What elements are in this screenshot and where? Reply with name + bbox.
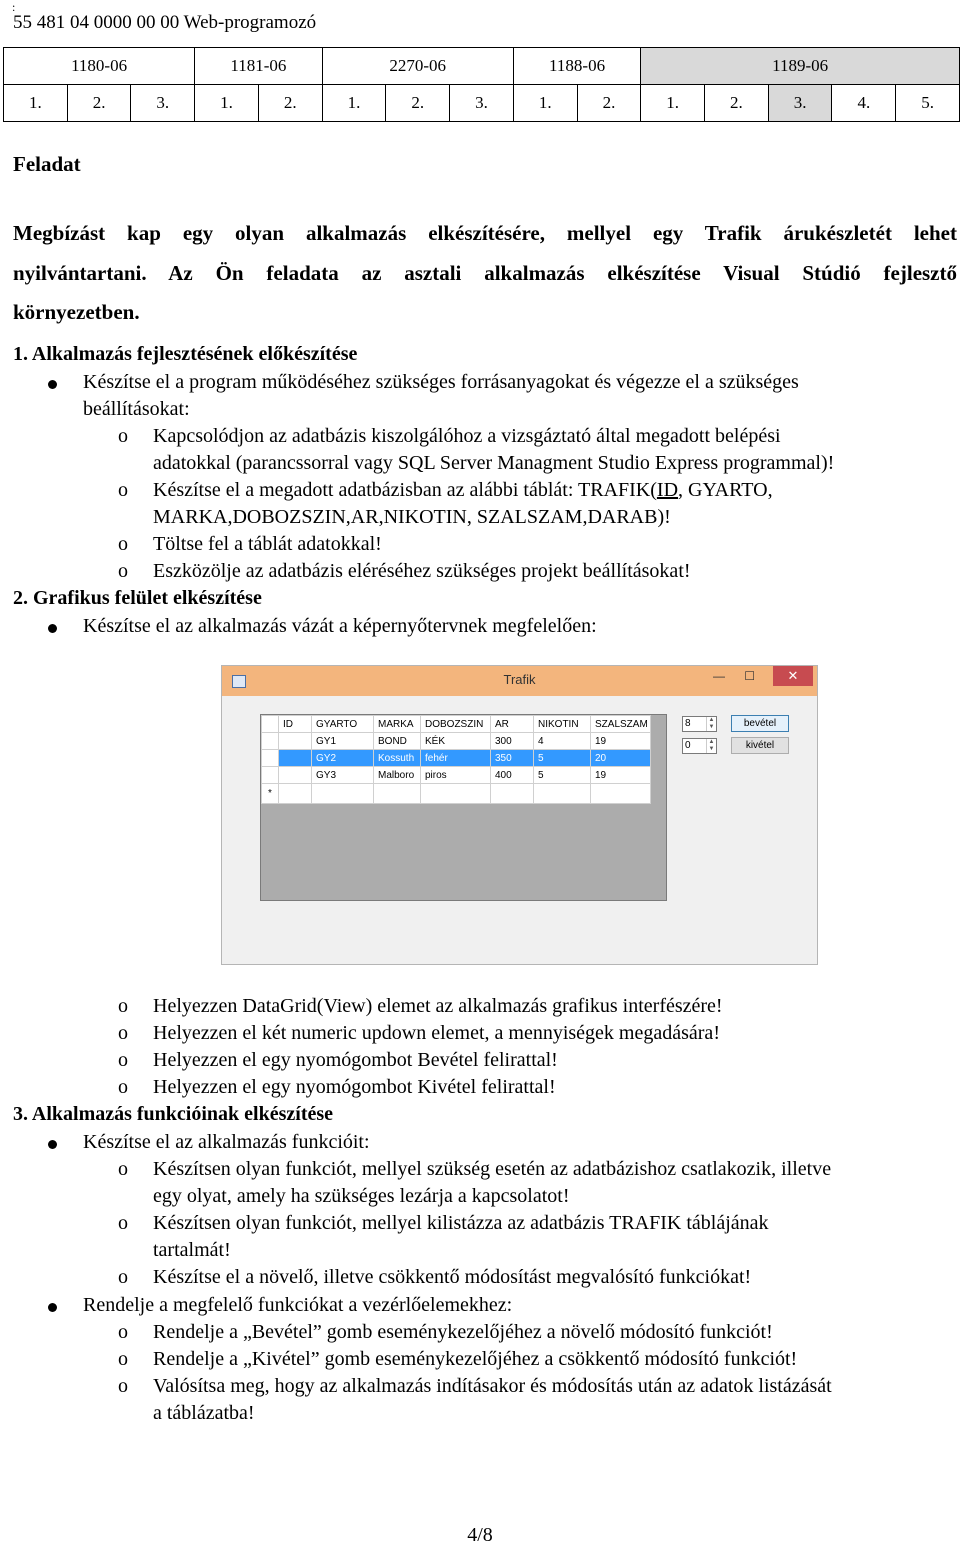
sub-item: Kapcsolódjon az adatbázis kiszolgálóhoz a vizsgáztató által megadott belépési	[153, 425, 781, 447]
number-cell: 2.	[577, 85, 641, 122]
list-marker: o	[118, 1076, 128, 1098]
grid-cell[interactable]: GY2	[312, 750, 374, 767]
number-cell: 2.	[705, 85, 769, 122]
list-marker: o	[118, 1158, 128, 1180]
table-row-selected	[262, 750, 651, 767]
number-cell: 3.	[450, 85, 514, 122]
bullet-dot	[48, 1303, 57, 1312]
maximize-icon[interactable]: ☐	[744, 669, 755, 683]
list-marker: o	[118, 1022, 128, 1044]
sub-item: MARKA,DOBOZSZIN,AR,NIKOTIN, SZALSZAM,DARAB)!	[153, 506, 671, 528]
id-cell[interactable]	[279, 750, 312, 767]
number-cell: 4.	[832, 85, 896, 122]
bullet-text: Készítse el a program működéséhez szükséges forrásanyagokat és végezze el a szükséges	[83, 371, 799, 393]
grid-cell[interactable]: GY1	[312, 733, 374, 750]
list-marker: o	[118, 1049, 128, 1071]
bullet-dot	[48, 380, 57, 389]
bullet-text: Készítse el az alkalmazás funkcióit:	[83, 1131, 370, 1153]
module-cell: 2270-06	[322, 48, 513, 85]
list-marker: o	[118, 1321, 128, 1343]
sub-item: tartalmát!	[153, 1239, 231, 1261]
module-cell: 1181-06	[195, 48, 323, 85]
sub-item: Töltse fel a táblát adatokkal!	[153, 533, 382, 555]
grid-cell[interactable]: Kossuth	[374, 750, 421, 767]
row-header-cell	[262, 716, 279, 733]
grid-cell[interactable]: 400	[491, 767, 534, 784]
row-header-cell[interactable]	[262, 733, 279, 750]
id-cell[interactable]	[279, 767, 312, 784]
number-cell: 1.	[513, 85, 577, 122]
list-marker: o	[118, 1266, 128, 1288]
bullet-text: beállításokat:	[83, 398, 190, 420]
sub-item: Helyezzen el két numeric updown elemet, a mennyiségek megadására!	[153, 1022, 720, 1044]
sub-item: Valósítsa meg, hogy az alkalmazás indításakor és módosítás után az adatok listázását	[153, 1375, 832, 1397]
module-row	[4, 48, 960, 85]
numeric-updown-2[interactable]: 0 ▲ ▼	[682, 738, 717, 754]
sub-item: Eszközölje az adatbázis eléréséhez szükséges projekt beállításokat!	[153, 560, 691, 582]
kivetel-button[interactable]: kivétel	[731, 737, 789, 754]
grid-cell[interactable]	[421, 784, 491, 804]
grid-cell[interactable]: GY3	[312, 767, 374, 784]
number-cell: 3.	[768, 85, 832, 122]
module-cell: 1188-06	[513, 48, 641, 85]
grid-cell[interactable]: 19	[591, 767, 651, 784]
column-header[interactable]: MARKA	[374, 716, 421, 733]
sub-item: Helyezzen el egy nyomógombot Kivétel felirattal!	[153, 1076, 556, 1098]
list-marker: o	[118, 1212, 128, 1234]
grid-cell[interactable]	[374, 784, 421, 804]
grid-cell[interactable]: 4	[534, 733, 591, 750]
sub-item: Készítsen olyan funkciót, mellyel kilistázza az adatbázis TRAFIK táblájának	[153, 1212, 769, 1234]
column-header[interactable]: DOBOZSZIN	[421, 716, 491, 733]
module-cell: 1189-06	[641, 48, 960, 85]
sub-item: Helyezzen el egy nyomógombot Bevétel felirattal!	[153, 1049, 558, 1071]
spin-arrows-icon[interactable]: ▲ ▼	[706, 717, 716, 731]
number-cell: 1.	[195, 85, 259, 122]
sub-item: Rendelje a „Kivétel” gomb eseménykezelőjéhez a csökkentő módosító funkciót!	[153, 1348, 798, 1370]
list-marker: o	[118, 479, 128, 501]
sub-item: Készítse el a növelő, illetve csökkentő módosítást megvalósító funkciókat!	[153, 1266, 752, 1288]
grid-cell[interactable]: 19	[591, 733, 651, 750]
grid-cell[interactable]	[279, 784, 312, 804]
bullet-text: Rendelje a megfelelő funkciókat a vezérlőelemekhez:	[83, 1294, 513, 1316]
window-title: Trafik	[503, 672, 536, 687]
list-marker: o	[118, 560, 128, 582]
number-cell: 2.	[258, 85, 322, 122]
minimize-icon[interactable]: —	[713, 669, 725, 683]
sub-item: Készítsen olyan funkciót, mellyel szükség esetén az adatbázishoz csatlakozik, illetve	[153, 1158, 832, 1180]
table-row	[262, 767, 651, 784]
row-header-cell[interactable]	[262, 750, 279, 767]
number-cell: 5.	[896, 85, 960, 122]
grid-header-row	[262, 716, 651, 733]
data-grid-view[interactable]	[260, 714, 667, 901]
grid-cell[interactable]	[491, 784, 534, 804]
sub-item: Rendelje a „Bevétel” gomb eseménykezelőjéhez a növelő módosító funkciót!	[153, 1321, 773, 1343]
number-cell: 2.	[386, 85, 450, 122]
bullet-dot	[48, 1140, 57, 1149]
grid-cell[interactable]: piros	[421, 767, 491, 784]
grid-cell[interactable]: 300	[491, 733, 534, 750]
grid-cell[interactable]: 20	[591, 750, 651, 767]
list-marker: o	[118, 1348, 128, 1370]
number-cell: 3.	[131, 85, 195, 122]
row-header-cell[interactable]	[262, 767, 279, 784]
number-cell: 1.	[641, 85, 705, 122]
column-header[interactable]: AR	[491, 716, 534, 733]
id-cell[interactable]	[279, 733, 312, 750]
grid-cell[interactable]: 5	[534, 767, 591, 784]
bullet-dot	[48, 624, 57, 633]
sub-item: Készítse el a megadott adatbázisban az alábbi táblát: TRAFIK(ID, GYARTO,	[153, 479, 773, 501]
list-marker: o	[118, 425, 128, 447]
column-header[interactable]: ID	[279, 716, 312, 733]
column-header[interactable]: NIKOTIN	[534, 716, 591, 733]
section3-title: 3. Alkalmazás funkcióinak elkészítése	[13, 1103, 334, 1125]
number-cell: 2.	[67, 85, 131, 122]
close-icon[interactable]: ✕	[773, 666, 813, 686]
sub-item: Helyezzen DataGrid(View) elemet az alkalmazás grafikus interfészére!	[153, 995, 723, 1017]
grid-cell[interactable]: 5	[534, 750, 591, 767]
number-cell: 1.	[4, 85, 68, 122]
numeric-updown-1[interactable]: 8 ▲ ▼	[682, 716, 717, 732]
spin-arrows-icon[interactable]: ▲ ▼	[706, 739, 716, 753]
list-marker: o	[118, 1375, 128, 1397]
feladat-heading: Feladat	[13, 152, 81, 176]
new-row-marker[interactable]: *	[262, 784, 279, 804]
sub-item: egy olyat, amely ha szükséges lezárja a kapcsolatot!	[153, 1185, 570, 1207]
bevetel-button[interactable]: bevétel	[731, 715, 789, 732]
intro-line: Megbízást kap egy olyan alkalmazás elkészítésére, mellyel egy Trafik árukészletét lehet	[13, 221, 957, 245]
module-cell: 1180-06	[4, 48, 195, 85]
grid-cell[interactable]: KÉK	[421, 733, 491, 750]
intro-line: nyilvántartani. Az Ön feladata az asztali alkalmazás elkészítése Visual Stúdió fejlesztő	[13, 261, 957, 285]
table-row-new	[262, 784, 651, 804]
section1-title: 1. Alkalmazás fejlesztésének előkészítése	[13, 343, 358, 365]
grid-cell[interactable]: Malboro	[374, 767, 421, 784]
sub-item: a táblázatba!	[153, 1402, 255, 1424]
window-titlebar	[222, 666, 817, 696]
column-header[interactable]: GYARTO	[312, 716, 374, 733]
document-header: 55 481 04 0000 00 00 Web-programozó	[13, 12, 317, 33]
grid-cell[interactable]	[312, 784, 374, 804]
top-mark: :	[12, 0, 16, 14]
grid-cell[interactable]	[591, 784, 651, 804]
section2-title: 2. Grafikus felület elkészítése	[13, 587, 262, 609]
column-header[interactable]: SZALSZAM	[591, 716, 651, 733]
list-marker: o	[118, 533, 128, 555]
number-row	[4, 85, 960, 122]
grid-cell[interactable]: BOND	[374, 733, 421, 750]
table-row	[262, 733, 651, 750]
number-cell: 1.	[322, 85, 386, 122]
grid-cell[interactable]	[534, 784, 591, 804]
app-window	[221, 665, 818, 965]
page-number: 4/8	[467, 1524, 493, 1546]
grid-cell[interactable]: fehér	[421, 750, 491, 767]
list-marker: o	[118, 995, 128, 1017]
grid-cell[interactable]: 350	[491, 750, 534, 767]
intro-line: környezetben.	[13, 300, 140, 324]
module-table	[3, 47, 960, 122]
sub-item: adatokkal (parancssorral vagy SQL Server Managment Studio Express programmal)!	[153, 452, 835, 474]
bullet-text: Készítse el az alkalmazás vázát a képernyőtervnek megfelelően:	[83, 615, 597, 637]
